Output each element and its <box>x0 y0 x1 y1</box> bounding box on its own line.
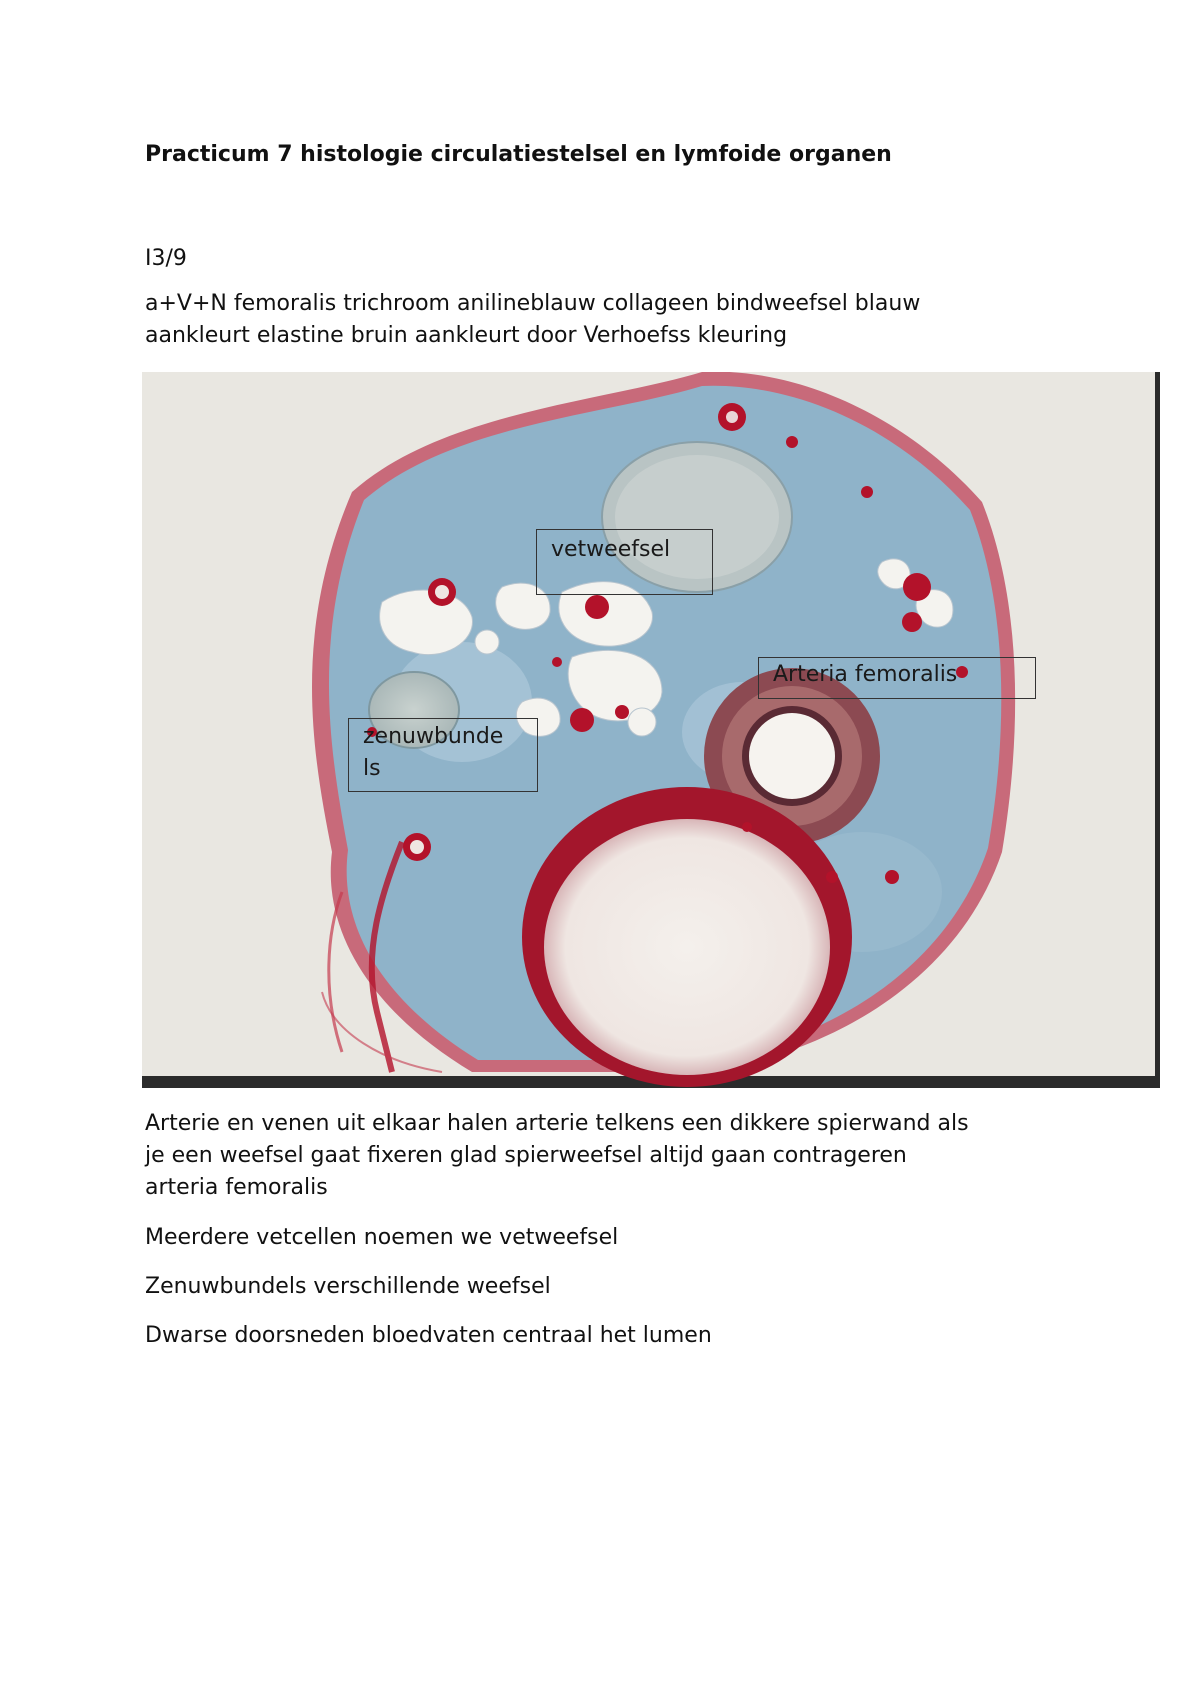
slide-code: I3/9 <box>145 246 187 271</box>
label-zenuwbundels <box>348 718 538 792</box>
micrograph-image <box>142 372 1160 1088</box>
image-right-edge <box>1155 372 1160 1088</box>
label-arteria-femoralis: Arteria femoralis <box>758 657 1036 699</box>
intro-line-2: aankleurt elastine bruin aankleurt door Verhoefss kleuring <box>145 323 788 348</box>
histology-micrograph <box>142 372 1160 1088</box>
notes-paragraph-1 <box>145 1108 1075 1204</box>
label-vetweefsel: vetweefsel <box>536 529 713 595</box>
page-title: Practicum 7 histologie circulatiestelsel en lymfoide organen <box>145 142 892 167</box>
notes-paragraph-4: Dwarse doorsneden bloedvaten centraal het lumen <box>145 1323 712 1348</box>
arterial-lumen <box>749 713 835 799</box>
notes-line-1: Arterie en venen uit elkaar halen arterie telkens een dikkere spierwand als <box>145 1111 969 1136</box>
label-zenuwbundels-line-2: ls <box>363 756 381 781</box>
vein-lumen <box>544 819 830 1075</box>
intro-line-1: a+V+N femoralis trichroom anilineblauw collageen bindweefsel blauw <box>145 291 921 316</box>
notes-paragraph-2: Meerdere vetcellen noemen we vetweefsel <box>145 1225 619 1250</box>
intro-paragraph <box>145 288 1075 352</box>
notes-paragraph-3: Zenuwbundels verschillende weefsel <box>145 1274 551 1299</box>
notes-line-3: arteria femoralis <box>145 1175 328 1200</box>
label-zenuwbundels-line-1: zenuwbunde <box>363 724 504 749</box>
notes-line-2: je een weefsel gaat fixeren glad spierweefsel altijd gaan contrageren <box>145 1143 907 1168</box>
